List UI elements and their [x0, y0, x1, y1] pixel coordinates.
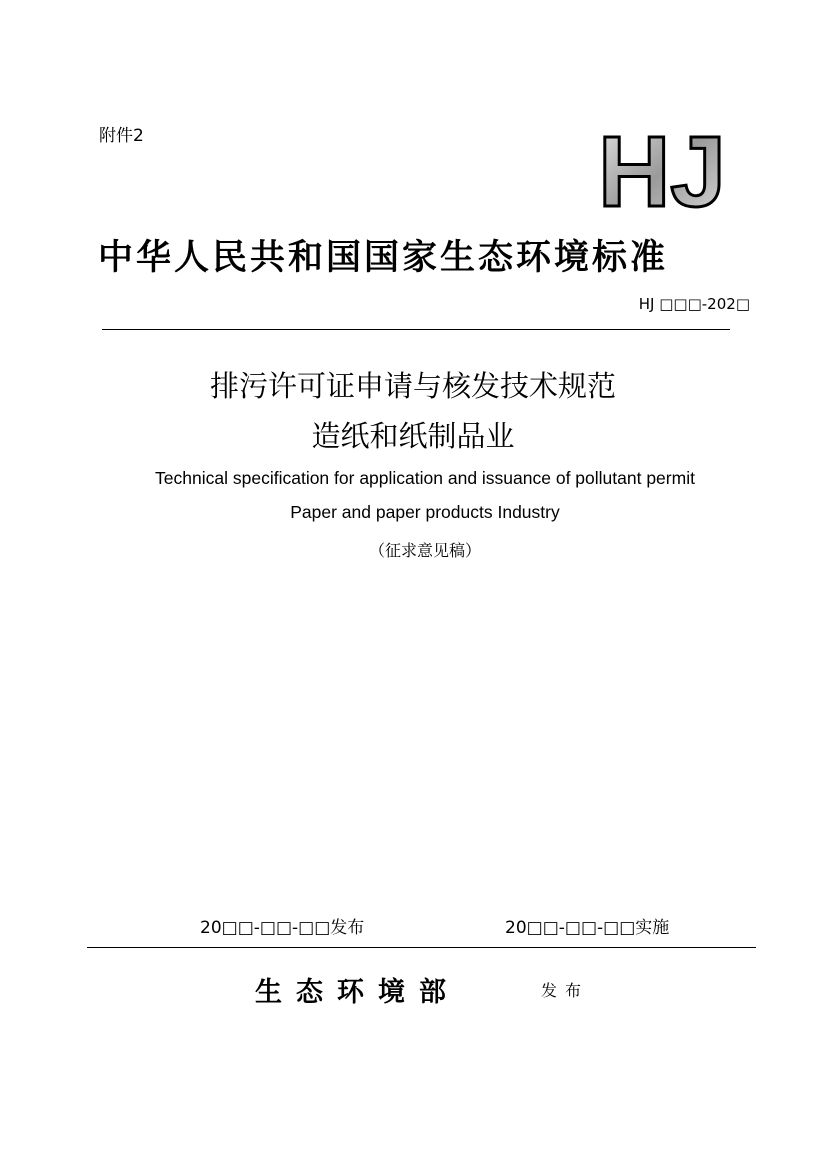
document-title-en: Technical specification for application and issuance of pollutant permit: [155, 468, 695, 488]
document-title-cn: 排污许可证申请与核发技术规范: [209, 369, 616, 403]
issuing-authority: 生态环境部: [255, 977, 460, 1008]
bottom-divider: [87, 947, 756, 948]
top-divider: [102, 329, 730, 330]
implementation-date: 20□□-□□-□□实施: [505, 918, 670, 938]
attachment-label: 附件2: [99, 126, 144, 146]
hj-logo: [590, 126, 735, 214]
draft-note: （征求意见稿）: [368, 541, 481, 560]
publish-label: 发布: [541, 981, 590, 1000]
document-subtitle-en: Paper and paper products Industry: [290, 502, 560, 522]
issue-date: 20□□-□□-□□发布: [200, 918, 365, 938]
hj-logo-text: HJ: [598, 126, 726, 214]
standard-number: HJ □□□-202□: [638, 295, 750, 313]
document-subtitle-cn: 造纸和纸制品业: [311, 419, 515, 453]
standard-title: 中华人民共和国国家生态环境标准: [98, 237, 669, 278]
